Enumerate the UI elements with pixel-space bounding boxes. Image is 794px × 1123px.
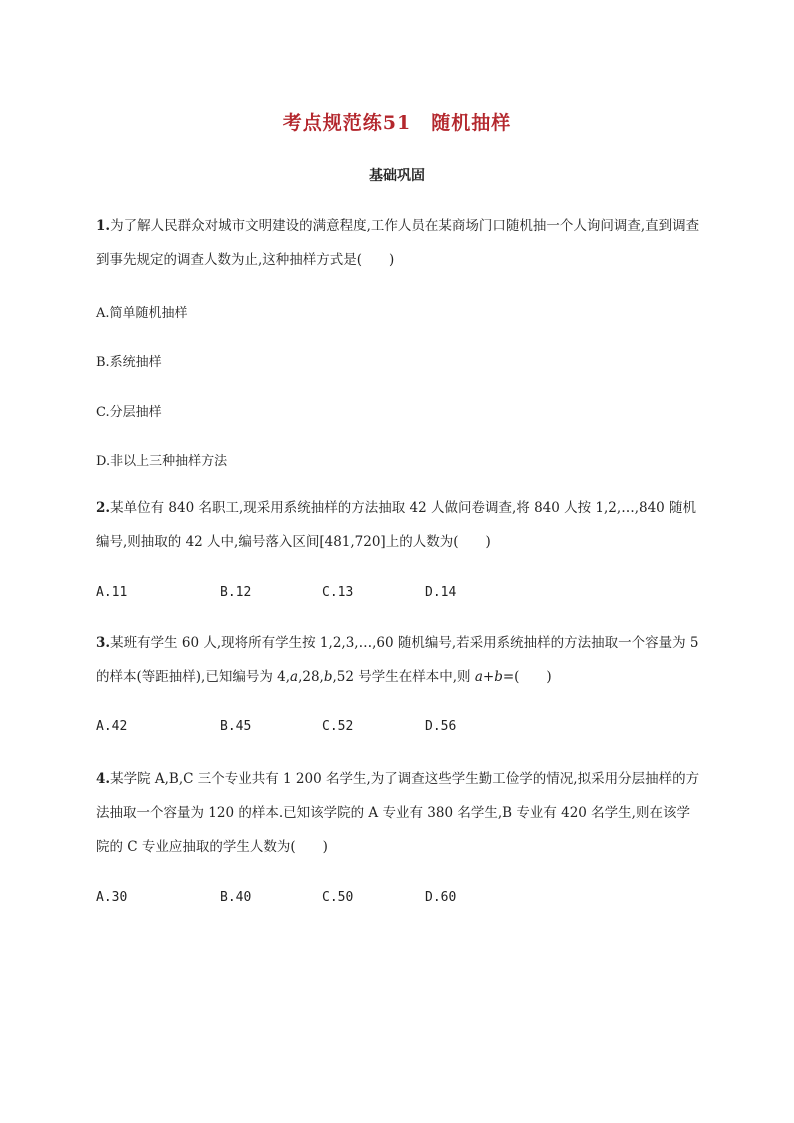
option-3c: C.52	[322, 719, 354, 734]
variable-b: b	[323, 669, 333, 685]
option-4c: C.50	[322, 890, 354, 905]
question-text-part: 某班有学生 60 人,现将所有学生按 1,2,3,…,60 随机编号,若采用系统抽样的方法抽取一个容量为 5 的样本(等距抽样),已知编号为 4,	[96, 635, 699, 685]
option-2a: A.11	[96, 585, 128, 600]
option-4d: D.60	[425, 890, 457, 905]
question-4	[96, 762, 700, 864]
option-1d: D.非以上三种抽样方法	[96, 454, 228, 469]
expression: a+b	[474, 669, 503, 685]
question-number: 4.	[96, 771, 111, 787]
question-text-part: =( )	[502, 669, 552, 685]
option-1c: C.分层抽样	[96, 405, 162, 420]
question-number: 1.	[96, 218, 111, 234]
option-1a: A.简单随机抽样	[96, 306, 188, 321]
option-4b: B.40	[220, 890, 252, 905]
option-2c: C.13	[322, 585, 354, 600]
variable-a: a	[290, 669, 299, 685]
option-3a: A.42	[96, 719, 128, 734]
option-2b: B.12	[220, 585, 252, 600]
option-3b: B.45	[220, 719, 252, 734]
section-heading: 基础巩固	[369, 168, 425, 184]
option-1b: B.系统抽样	[96, 355, 162, 370]
question-number: 3.	[96, 635, 111, 651]
page-title: 考点规范练51 随机抽样	[282, 112, 512, 134]
question-text: 为了解人民群众对城市文明建设的满意程度,工作人员在某商场门口随机抽一个人询问调查,直到调查到事先规定的调查人数为止,这种抽样方式是( )	[96, 218, 700, 268]
question-1	[96, 209, 700, 277]
question-text-part: ,52 号学生在样本中,则	[332, 669, 475, 685]
option-3d: D.56	[425, 719, 457, 734]
question-2	[96, 491, 700, 559]
option-2d: D.14	[425, 585, 457, 600]
question-text-part: ,28,	[298, 669, 324, 685]
option-4a: A.30	[96, 890, 128, 905]
question-text: 某学院 A,B,C 三个专业共有 1 200 名学生,为了调查这些学生勤工俭学的情况,拟采用分层抽样的方法抽取一个容量为 120 的样本.已知该学院的 A 专业有 380 名学生,B 专业有 420 名学生,则在该学院的 C 专业应抽取的学生人数为( )	[96, 771, 700, 855]
question-number: 2.	[96, 500, 111, 516]
question-3	[96, 626, 700, 694]
question-text: 某单位有 840 名职工,现采用系统抽样的方法抽取 42 人做问卷调查,将 840 人按 1,2,…,840 随机编号,则抽取的 42 人中,编号落入区间[481,720]上的人数为( )	[96, 500, 697, 550]
